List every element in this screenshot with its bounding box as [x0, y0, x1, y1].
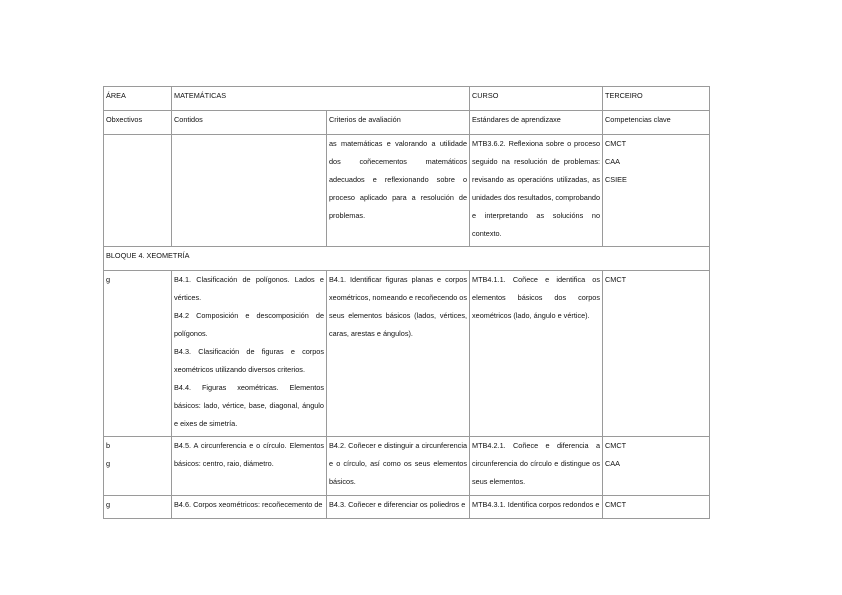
header-row	[104, 87, 710, 111]
standards-cell: MTB4.2.1. Coñece e diferencia a circunferencia do círculo e distingue os seus elementos.	[470, 437, 603, 496]
table-row	[104, 437, 710, 496]
area-value: MATEMÁTICAS	[172, 87, 470, 111]
column-header-objectives: Obxectivos	[104, 111, 172, 135]
competence-code: CAA	[605, 459, 621, 468]
continuation-objectives-cell	[104, 135, 172, 247]
contents-cell	[172, 496, 327, 519]
competences-cell	[603, 437, 710, 496]
block-title: BLOQUE 4. XEOMETRÍA	[104, 247, 710, 271]
continuation-competences	[603, 135, 710, 247]
content-item: B4.2 Composición e descomposición de polígonos.	[174, 311, 324, 338]
table-row	[104, 271, 710, 437]
objective-code: b	[106, 441, 111, 450]
criteria-cell: B4.1. Identificar figuras planas e corpos xeométricos, nomeando e recoñecendo os seus elementos básicos (lados, vértices, caras, arestas e ángulos).	[327, 271, 470, 437]
competences-cell	[603, 496, 710, 519]
block-title-row	[104, 247, 710, 271]
content-item: B4.6. Corpos xeométricos: recoñecemento de	[174, 500, 323, 509]
content-item: B4.5. A circunferencia e o círculo. Elementos básicos: centro, raio, diámetro.	[174, 441, 324, 468]
continuation-standards: MTB3.6.2. Reflexiona sobre o proceso seguido na resolución de problemas: revisando as operacións utilizadas, as unidades dos resultados, comprobando e interpretando as solucións no contexto.	[470, 135, 603, 247]
objective-code: g	[106, 500, 111, 509]
column-header-criteria: Criterios de avaliación	[327, 111, 470, 135]
column-header-standards: Estándares de aprendizaxe	[470, 111, 603, 135]
competence-code: CMCT	[605, 441, 627, 450]
objective-code: g	[106, 459, 111, 468]
criteria-cell: B4.2. Coñecer e distinguir a circunferencia e o círculo, así como os seus elementos básicos.	[327, 437, 470, 496]
competence-code: CMCT	[605, 275, 627, 284]
column-header-competences: Competencias clave	[603, 111, 710, 135]
area-label: ÁREA	[104, 87, 172, 111]
content-item: B4.3. Clasificación de figuras e corpos xeométricos utilizando diversos criterios.	[174, 347, 324, 374]
objectives-cell	[104, 437, 172, 496]
objective-code: g	[106, 275, 111, 284]
competence-code: CAA	[605, 157, 621, 166]
criteria-cell: B4.3. Coñecer e diferenciar os poliedros e	[327, 496, 470, 519]
contents-cell	[172, 271, 327, 437]
content-item: B4.4. Figuras xeométricas. Elementos básicos: lado, vértice, base, diagonal, ángulo e eixes de simetría.	[174, 383, 324, 428]
objectives-cell	[104, 271, 172, 437]
continuation-row	[104, 135, 710, 247]
competences-cell	[603, 271, 710, 437]
curso-value: TERCEIRO	[603, 87, 710, 111]
table-row	[104, 496, 710, 519]
continuation-contents-cell	[172, 135, 327, 247]
curso-label: CURSO	[470, 87, 603, 111]
standards-cell: MTB4.3.1. Identifica corpos redondos e	[470, 496, 603, 519]
column-header-row	[104, 111, 710, 135]
competence-code: CSIEE	[605, 175, 627, 184]
curriculum-table	[103, 86, 710, 519]
column-header-contents: Contidos	[172, 111, 327, 135]
continuation-criteria: as matemáticas e valorando a utilidade dos coñecementos matemáticos adecuados e reflexionando sobre o proceso aplicado para a resolución de problemas.	[327, 135, 470, 247]
competence-code: CMCT	[605, 500, 627, 509]
objectives-cell	[104, 496, 172, 519]
contents-cell	[172, 437, 327, 496]
content-item: B4.1. Clasificación de polígonos. Lados e vértices.	[174, 275, 324, 302]
competence-code: CMCT	[605, 139, 627, 148]
standards-cell: MTB4.1.1. Coñece e identifica os elementos básicos dos corpos xeométricos (lado, ángulo e vértice).	[470, 271, 603, 437]
